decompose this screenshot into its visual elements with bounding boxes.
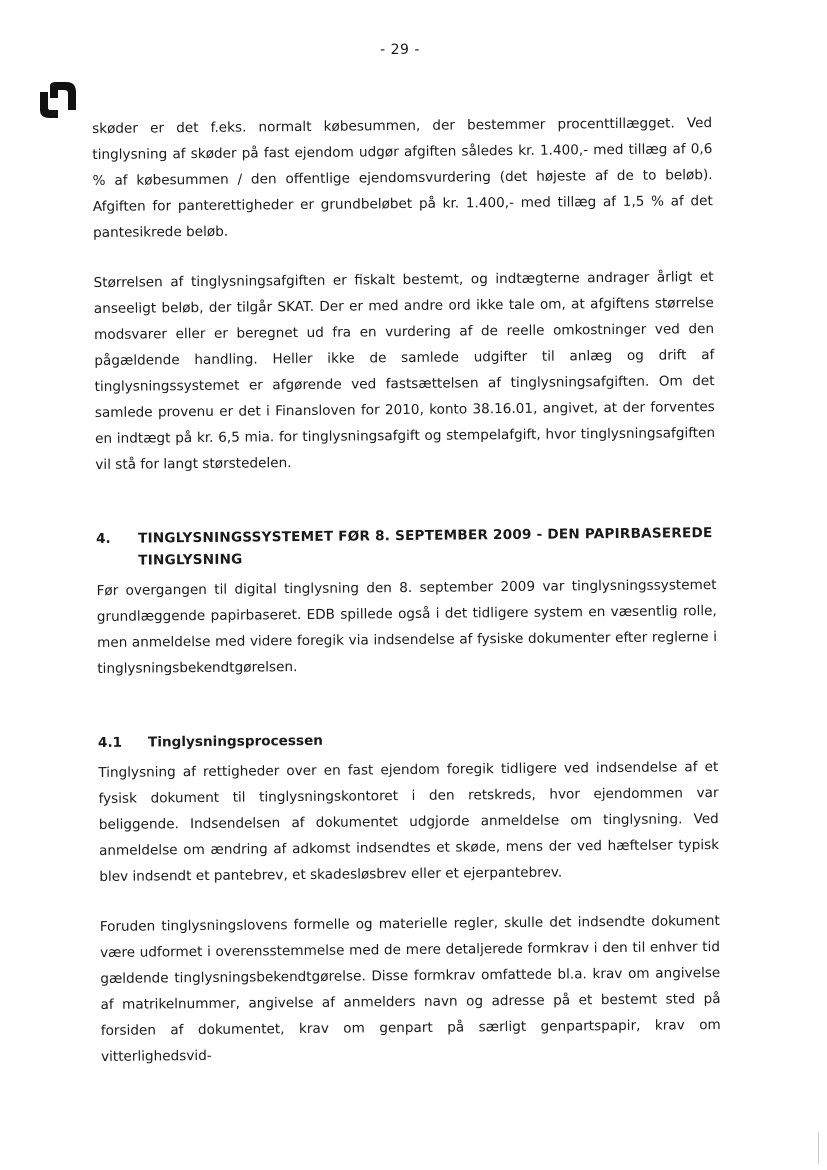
organization-logo-icon	[36, 80, 80, 120]
paragraph-fee-size: Størrelsen af tinglysningsafgiften er fiskalt bestemt, og indtægterne andrager årligt et anseeligt beløb, der tilgår SKAT. Der er med andre ord ikke tale om, at afgiftens størrelse modsvarer eller er beregnet ud fra en vurdering af de reelle omkostninger ved den pågældende handling. Heller ikke de samlede udgifter til anlæg og drift af tinglysningssystemet er afgørende ved fastsættelsen af tinglysningsafgiften. Om det samlede provenu er det i Finansloven for 2010, konto 38.16.01, angivet, at der forventes en indtægt på kr. 6,5 mia. for tinglysningsafgift og stempelafgift, hvor tinglysningsafgiften vil stå for langt størstedelen.	[93, 269, 716, 473]
paragraph-section-4: Før overgangen til digital tinglysning den 8. september 2009 var tinglysningssystemet grundlæggende papirbaseret. EDB spillede også i det tidligere system en væsentlig rolle, men anmeldelse med videre foregik via indsendelse af fysiske dokumenter efter reglerne i tinglysningsbekendtgørelsen.	[96, 577, 718, 677]
section-4-1-number: 4.1	[97, 734, 123, 751]
section-4-heading	[96, 522, 716, 572]
paragraph-fee-calculation: skøder er det f.eks. normalt købesummen, der bestemmer procenttillægget. Ved tinglysning af skøder på fast ejendom udgør afgiften således kr. 1.400,- med tillæg af 0,6 % af købesummen / den offentlige ejendomsvurdering (det højeste af de to beløb). Afgiften for panterettigheder er grundbeløbet på kr. 1.400,- med tillæg af 1,5 % af det pantesikrede beløb.	[92, 115, 713, 241]
section-4-number: 4.	[95, 530, 111, 547]
section-4-title: TINGLYSNINGSSYSTEMET FØR 8. SEPTEMBER 2009 - DEN PAPIRBASEREDE TINGLYSNING	[137, 525, 713, 569]
paragraph-form-requirements: Foruden tinglysningslovens formelle og materielle regler, skulle det indsendte dokument være udformet i overensstemmelse med de mere detaljerede formkrav i den til enhver tid gældende tinglysningsbekendtgørelse. Disse formkrav omfattede bl.a. krav om angivelse af matrikelnummer, angivelse af anmelders navn og adresse på et bestemt sted på forsiden af dokumentet, krav om genpart på særligt genpartspapir, krav om vitterlighedsvid-	[99, 913, 721, 1065]
page-number: - 29 -	[380, 42, 420, 58]
document-body	[92, 110, 721, 1070]
paragraph-tinglysning-process: Tinglysning af rettigheder over en fast ejendom foregik tidligere ved indsendelse af et fysisk dokument til tinglysningskontoret i den retskreds, hvor ejendommen var beliggende. Indsendelsen af dokumentet udgjorde anmeldelse om tinglysning. Ved anmeldelse om ændring af adkomst indsendtes et skøde, mens der ved hæftelser typisk blev indsendt et pantebrev, et skadesløsbrev eller et ejerpantebrev.	[98, 759, 720, 885]
scan-edge-line	[818, 1132, 819, 1164]
section-4-1-title: Tinglysningsprocessen	[147, 732, 324, 751]
